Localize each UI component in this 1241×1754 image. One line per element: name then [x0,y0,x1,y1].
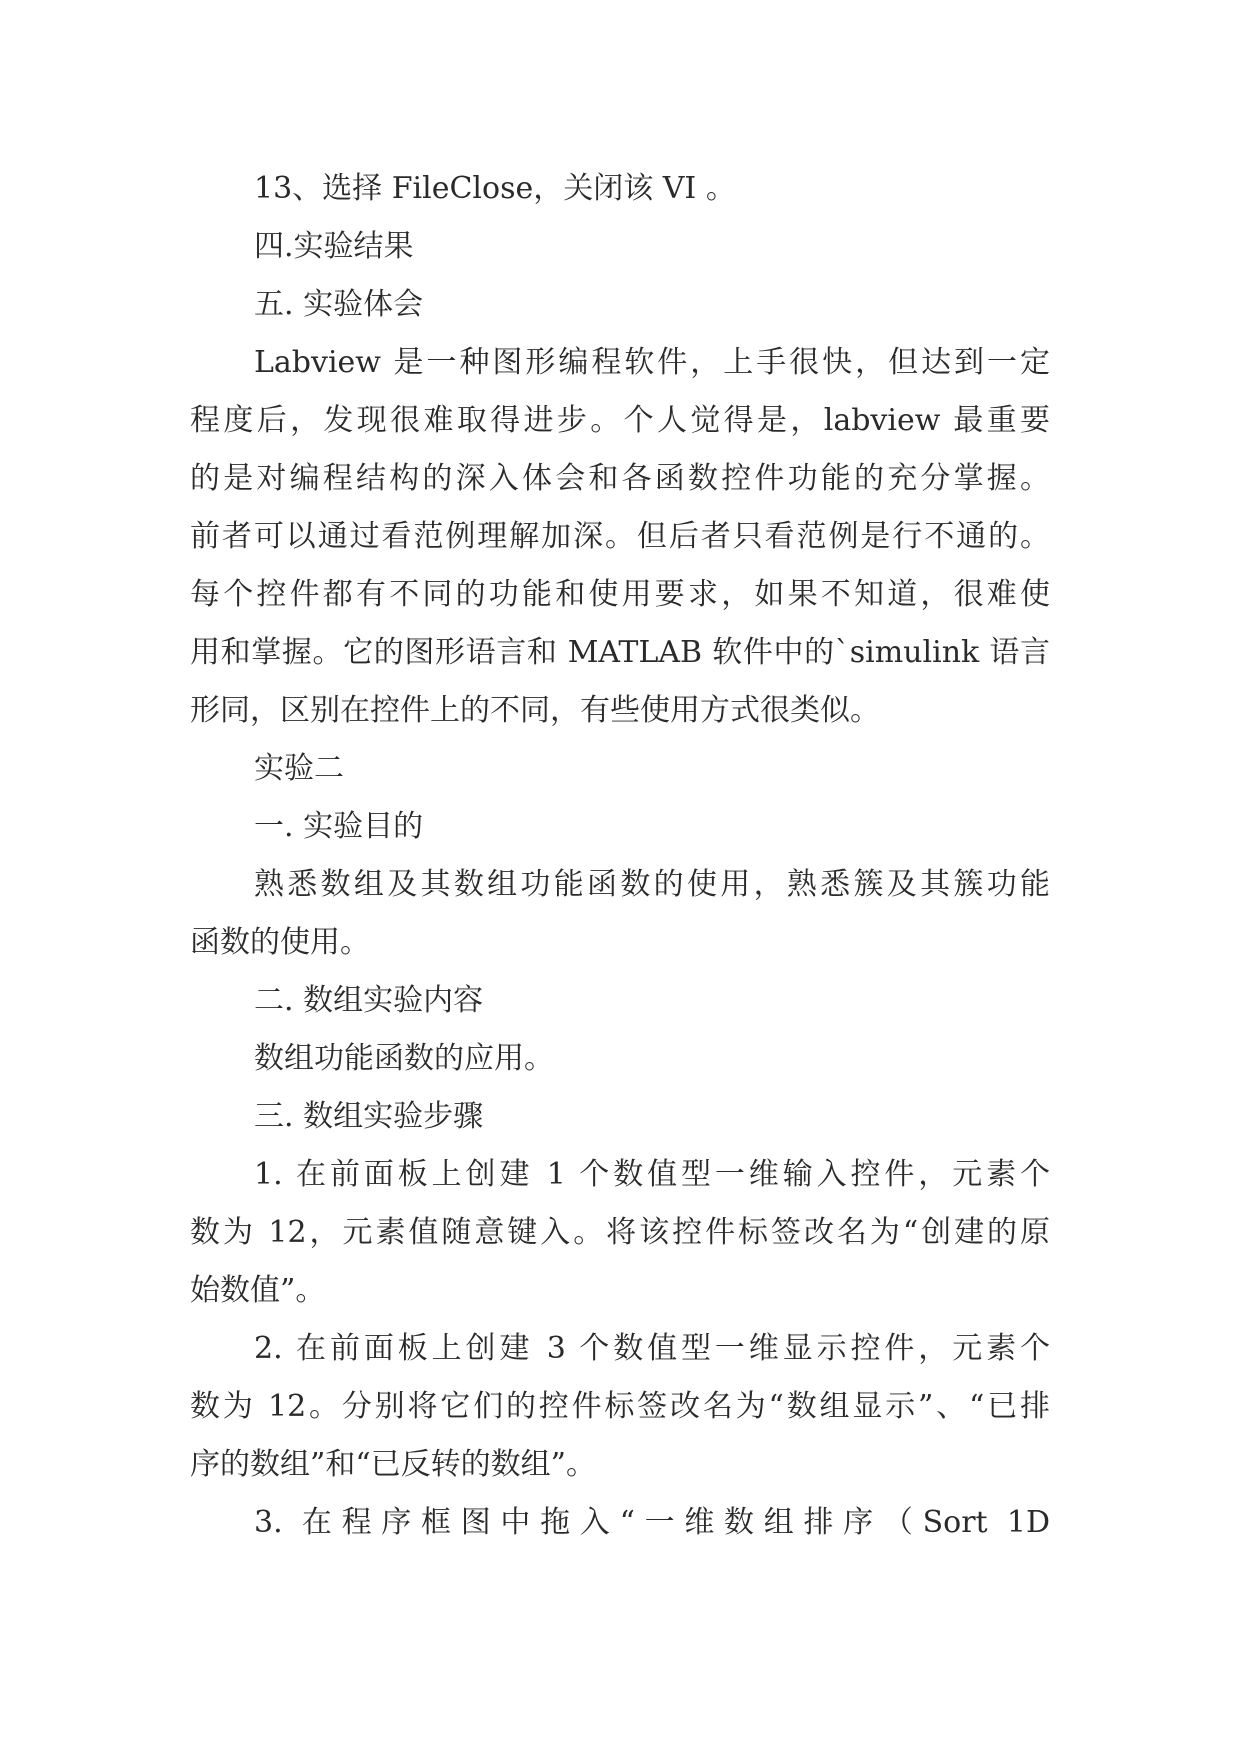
text-line: 1. 在前面板上创建 1 个数值型一维输入控件，元素个 [254,1157,1050,1192]
document-body [190,160,1050,1552]
text-line: 形同，区别在控件上的不同，有些使用方式很类似。 [190,693,880,728]
text-line: Labview 是一种图形编程软件，上手很快，但达到一定 [254,345,1050,380]
text-line: 用和掌握。它的图形语言和 MATLAB 软件中的`simulink 语言 [190,635,1050,670]
text-line: 2. 在前面板上创建 3 个数值型一维显示控件，元素个 [254,1331,1050,1366]
text-line: 每个控件都有不同的功能和使用要求，如果不知道，很难使 [190,577,1050,612]
text-line: 熟悉数组及其数组功能函数的使用，熟悉簇及其簇功能 [254,867,1050,902]
text-line: 序的数组”和“已反转的数组”。 [190,1447,597,1482]
text-line: 五. 实验体会 [254,287,424,322]
text-line: 13、选择 FileClose，关闭该 VI 。 [254,171,736,206]
text-line: 3. 在程序框图中拖入“一维数组排序（Sort 1D [254,1505,1050,1540]
text-line: 一. 实验目的 [254,809,424,844]
text-line: 实验二 [254,751,344,786]
text-line: 四.实验结果 [254,229,414,264]
text-line: 三. 数组实验步骤 [254,1099,484,1134]
text-line: 函数的使用。 [190,925,370,960]
text-line: 的是对编程结构的深入体会和各函数控件功能的充分掌握。 [190,461,1050,496]
text-line: 始数值”。 [190,1273,326,1308]
text-line: 数组功能函数的应用。 [254,1041,554,1076]
text-line: 程度后，发现很难取得进步。个人觉得是，labview 最重要 [190,403,1050,438]
text-line: 前者可以通过看范例理解加深。但后者只看范例是行不通的。 [190,519,1050,554]
text-line: 数为 12，元素值随意键入。将该控件标签改名为“创建的原 [190,1215,1050,1250]
text-line: 二. 数组实验内容 [254,983,484,1018]
text-line: 数为 12。分别将它们的控件标签改名为“数组显示”、“已排 [190,1389,1050,1424]
